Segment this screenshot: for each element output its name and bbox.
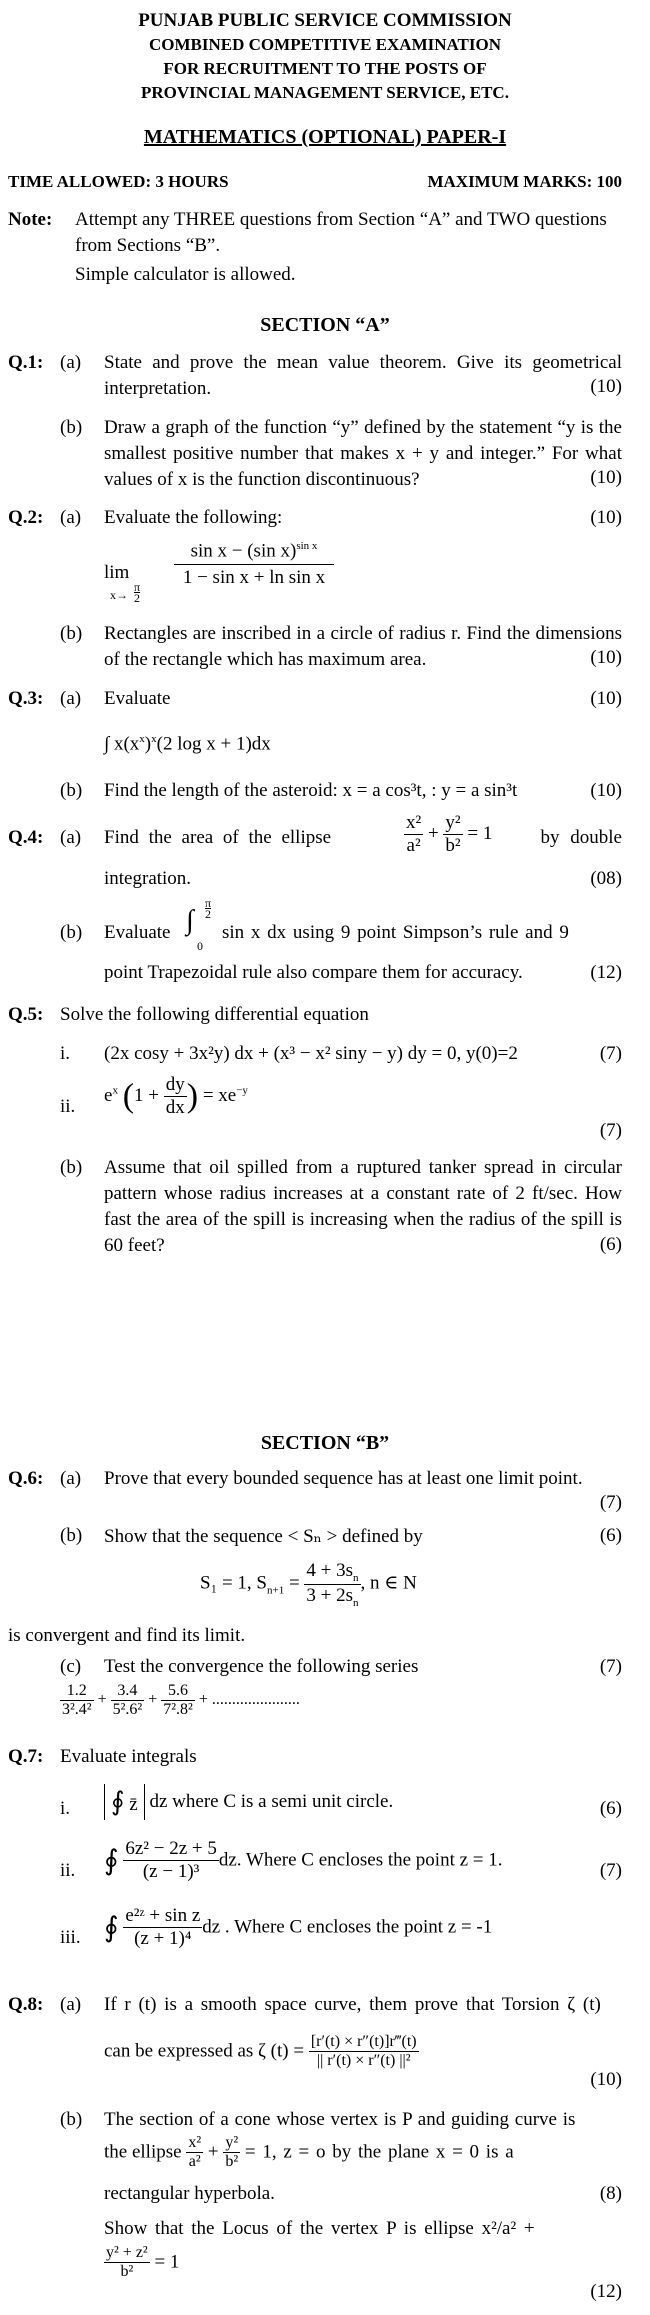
q6b-sub: n+1 (266, 1584, 285, 1597)
q3b-label: (b) (60, 780, 83, 801)
q6c-t3d: 7².8² (163, 1701, 193, 1718)
q7iii-fraction (123, 1905, 202, 1950)
q6c-term2 (111, 1682, 145, 1719)
note-label: Note: (8, 209, 53, 230)
q6c-t1n: 1.2 (60, 1682, 94, 1701)
q7i-marks: (6) (599, 1798, 622, 1819)
service-line: PROVINCIAL MANAGEMENT SERVICE, ETC. (141, 83, 509, 102)
exam-title: COMBINED COMPETITIVE EXAMINATION (149, 35, 501, 54)
q4a-b2: b² (445, 835, 461, 856)
q3a-text: Evaluate (104, 688, 171, 709)
q6b-eq: = (288, 1572, 300, 1594)
q4b-marks: (12) (590, 962, 622, 983)
lim-pi: π (134, 580, 141, 594)
q4b-lower-limit: 0 (197, 939, 203, 953)
q6b-tail: , n ∈ N (360, 1572, 417, 1594)
q6c-t1d: 3².4² (62, 1701, 92, 1718)
q5-number: Q.5: (8, 1004, 44, 1025)
recruitment-line: FOR RECRUITMENT TO THE POSTS OF (163, 59, 487, 78)
q7i-text: dz where C is a semi unit circle. (149, 1791, 394, 1812)
q6c-label: (c) (60, 1656, 82, 1677)
q7iii-den: (z + 1)⁴ (134, 1928, 192, 1949)
q6-convergent-text: is convergent and find its limit. (8, 1625, 246, 1646)
q7i-zbar: z̄ (129, 1794, 138, 1815)
q8b-plus: + (207, 2141, 219, 2163)
q4a-post: by double (540, 827, 622, 848)
q3a-integral (104, 733, 271, 755)
lim-numerator (174, 540, 334, 565)
lim-subscript (110, 588, 128, 603)
q1b-label: (b) (60, 417, 83, 438)
q1-number: Q.1: (8, 352, 44, 373)
q8b-line1: The section of a cone whose vertex is P and guiding curve is (104, 2109, 576, 2130)
lim-denominator: 1 − sin x + ln sin x (182, 567, 326, 589)
q2b-label: (b) (60, 623, 83, 644)
q8b-x2: x² (188, 2134, 202, 2151)
q8b-a2: a² (188, 2153, 201, 2170)
q8b-fnum: y² + z² (106, 2244, 148, 2261)
q5-intro: Solve the following differential equation (60, 1004, 369, 1025)
q4a-pre: Find the area of the ellipse (104, 827, 332, 848)
time-allowed: TIME ALLOWED: 3 HOURS (8, 172, 229, 191)
q5b-marks: (6) (599, 1234, 622, 1255)
q8a-den: || r′(t) × r″(t) ||² (316, 2052, 411, 2069)
q8a-num: [r′(t) × r″(t)]r‴(t) (310, 2033, 417, 2050)
q8b-marks2: (12) (590, 2281, 622, 2302)
q3b-text: Find the length of the asteroid: x = a cos³t, : y = a sin³t (104, 780, 518, 801)
q6b-num-sub: n (353, 1571, 359, 1584)
q5ii-one-plus: 1 + (134, 1084, 159, 1106)
q8b-show-text: Show that the Locus of the vertex P is ellipse x²/a² + (104, 2218, 535, 2239)
q5i-equation: (2x cosy + 3x²y) dx + (x³ − x² siny − y) dy = 0, y(0)=2 (104, 1043, 518, 1064)
paper-title (0, 126, 650, 149)
lim-fraction (174, 540, 334, 589)
q6c-plus2: + (148, 1691, 158, 1709)
q6b-den-sub: n (353, 1596, 359, 1609)
note-text: Attempt any THREE questions from Section “A” and TWO questions from Sections “B”. (75, 209, 607, 256)
q4b-line2: point Trapezoidal rule also compare them for accuracy. (104, 962, 523, 983)
q8b-ellipse-line (104, 2134, 514, 2171)
commission-title: PUNJAB PUBLIC SERVICE COMMISSION (138, 10, 512, 31)
q5ii-equation (104, 1074, 248, 1119)
q4a-label: (a) (60, 827, 82, 848)
maximum-marks: MAXIMUM MARKS: 100 (427, 172, 622, 191)
q8a-marks: (10) (590, 2069, 622, 2090)
q6c-plus1: + (97, 1691, 107, 1709)
q5b-text: Assume that oil spilled from a ruptured tanker spread in circular pattern whose radius increases at a constant rate of 2 ft/sec. How fast the area of the spill is increasing when the radius of the spill is 60 feet? (104, 1157, 622, 1256)
q4b-pre: Evaluate (104, 922, 171, 943)
lim-num-exp: sin x (296, 540, 318, 552)
q8b-label: (b) (60, 2109, 83, 2130)
q4a-eq: = 1 (467, 822, 493, 844)
q8b-b2: b² (225, 2153, 239, 2170)
q6b-lhs: S₁ = 1, S (200, 1572, 267, 1594)
q5ii-dy: dy (165, 1074, 185, 1095)
q3a-marks: (10) (590, 688, 622, 709)
q6b-num-text: 4 + 3s (306, 1560, 354, 1581)
lim-word: lim (104, 562, 130, 583)
q8a-line2-text: can be expressed as ζ (t) = (104, 2040, 305, 2062)
q7iii-num: e²ᶻ + sin z (125, 1905, 201, 1926)
q7ii-label: ii. (60, 1860, 76, 1881)
q3a-exp2: x (151, 733, 157, 745)
q5ii-e: e (104, 1084, 113, 1106)
q4a-line2: integration. (104, 868, 192, 889)
q7ii-marks: (7) (599, 1860, 622, 1881)
q6b-recurrence (200, 1560, 417, 1609)
q8b-feq: = 1 (154, 2251, 180, 2273)
q6a-label: (a) (60, 1468, 82, 1489)
q6-number: Q.6: (8, 1468, 44, 1489)
q8a-label: (a) (60, 1994, 82, 2015)
q3a-int-mid: ) (144, 733, 152, 755)
q7i-abs (104, 1784, 145, 1820)
q4a-a2: a² (406, 835, 421, 856)
q8a-text: If r (t) is a smooth space curve, them prove that Torsion ζ (t) (104, 1994, 601, 2015)
q6b-label: (b) (60, 1525, 83, 1546)
q8a-torsion-fraction (309, 2033, 419, 2070)
q1a-text: State and prove the mean value theorem. Give its geometrical interpretation. (104, 352, 622, 399)
q5i-label: i. (60, 1043, 71, 1064)
q3-number: Q.3: (8, 688, 44, 709)
lim-num-text: sin x − (sin x) (190, 540, 297, 562)
q5ii-marks: (7) (599, 1120, 622, 1141)
q7ii-fraction (123, 1838, 219, 1883)
q6c-t2d: 5².6² (112, 1701, 143, 1718)
q7i-oint: ∮ (111, 1787, 125, 1816)
q7ii-oint: ∮ (104, 1845, 119, 1877)
q5i-marks: (7) (599, 1043, 622, 1064)
q1b-text: Draw a graph of the function “y” defined by the statement “y is the smallest positive number that makes x + y and integer.” For what values of x is the function discontinuous? (104, 417, 622, 490)
q6b-text: Show that the sequence < Sₙ > defined by (104, 1526, 423, 1547)
lim-sub-arrow: x→ (110, 588, 128, 602)
q6b-fraction (304, 1560, 360, 1609)
q4a-plus: + (427, 822, 439, 844)
q2a-marks: (10) (590, 507, 622, 528)
q6c-t3n: 5.6 (161, 1682, 195, 1701)
q6c-dots: + ...................... (198, 1691, 300, 1709)
q5ii-rhs: = xe (202, 1084, 237, 1106)
section-a-heading: SECTION “A” (260, 314, 390, 336)
q6c-term3 (161, 1682, 195, 1719)
q3a-label: (a) (60, 688, 82, 709)
q8b-post: = 1, z = o by the plane x = 0 is a (244, 2141, 514, 2163)
q7i-expression (104, 1784, 393, 1826)
q5b-label: (b) (60, 1157, 83, 1178)
q8b-fden: b² (120, 2263, 134, 2280)
q4b-upper-two: 2 (205, 907, 212, 921)
q8a-line2 (104, 2033, 419, 2070)
q1a-label: (a) (60, 352, 82, 373)
q3b-marks: (10) (590, 780, 622, 801)
q2b-text: Rectangles are inscribed in a circle of radius r. Find the dimensions of the rectangle which has maximum area. (104, 623, 622, 670)
q8b-locus-frac (104, 2244, 150, 2281)
q4b-upper-pi: π (205, 896, 212, 910)
q2b-marks: (10) (590, 647, 622, 668)
q8b-y2: y² (225, 2134, 239, 2151)
q3a-int-rest: (2 log x + 1)dx (156, 733, 271, 755)
q6b-marks: (6) (599, 1525, 622, 1546)
q4a-y-frac (443, 812, 462, 857)
q5ii-label: ii. (60, 1096, 76, 1117)
q6c-term1 (60, 1682, 94, 1719)
q6b-num (304, 1560, 360, 1585)
q7iii-text: dz . Where C encloses the point z = -1 (202, 1916, 493, 1938)
q2a-label: (a) (60, 507, 82, 528)
q8-number: Q.8: (8, 1994, 44, 2015)
q7-intro: Evaluate integrals (60, 1746, 197, 1767)
q6c-text: Test the convergence the following series (104, 1656, 419, 1677)
q4b-label: (b) (60, 922, 83, 943)
lim-two: 2 (134, 591, 141, 605)
q2a-text: Evaluate the following: (104, 507, 283, 528)
q7iii-oint: ∮ (104, 1912, 119, 1944)
q6c-t2n: 3.4 (111, 1682, 145, 1701)
q5ii-dydx (164, 1074, 187, 1119)
q8b-marks: (8) (599, 2183, 622, 2204)
q7i-label: i. (60, 1798, 71, 1819)
q7iii-expression (104, 1905, 492, 1950)
q6b-den-text: 3 + 2s (306, 1584, 354, 1606)
q4a-marks: (08) (590, 868, 622, 889)
q5ii-dx: dx (165, 1097, 185, 1118)
q7ii-expression (104, 1838, 503, 1883)
q1a-marks: (10) (590, 376, 622, 397)
q8b-pre: the ellipse (104, 2141, 182, 2163)
q6c-marks: (7) (599, 1656, 622, 1677)
note-calculator: Simple calculator is allowed. (75, 264, 296, 285)
q5ii-rparen: ) (186, 1077, 199, 1115)
q4a-x2: x² (406, 812, 422, 833)
q5ii-e-exp: x (112, 1084, 118, 1097)
q4b-integral-sign: ∫ (186, 905, 194, 936)
q6a-text: Prove that every bounded sequence has at least one limit point. (104, 1468, 583, 1489)
q1b-marks: (10) (590, 467, 622, 488)
q6c-series (60, 1682, 300, 1719)
q2-number: Q.2: (8, 507, 44, 528)
q3a-int-start: ∫ x(x (104, 733, 140, 755)
q5ii-lparen: ( (122, 1077, 135, 1115)
q7-number: Q.7: (8, 1746, 44, 1767)
q7ii-den: (z − 1)³ (142, 1861, 200, 1882)
q8b-y-frac (223, 2134, 240, 2171)
q4b-integrand: sin x dx using 9 point Simpson’s rule and 9 (222, 922, 569, 943)
q3a-exp1: x (139, 733, 145, 745)
q6b-den (304, 1585, 360, 1609)
q8b-x-frac (186, 2134, 203, 2171)
q4a-ellipse-equation (404, 812, 492, 857)
q4b-upper-limit (205, 898, 211, 919)
q4a-x-frac (404, 812, 423, 857)
q8b-line3: rectangular hyperbola. (104, 2183, 275, 2204)
q4-number: Q.4: (8, 827, 44, 848)
q6a-marks: (7) (599, 1492, 622, 1513)
q4a-y2: y² (445, 812, 461, 833)
lim-pi-over-two (134, 582, 140, 603)
paper-title-text: MATHEMATICS (OPTIONAL) PAPER-I (143, 126, 507, 148)
q7ii-num: 6z² − 2z + 5 (125, 1838, 217, 1859)
q8b-locus-equation (104, 2244, 179, 2281)
q7iii-label: iii. (60, 1927, 81, 1948)
q7ii-text: dz. Where C encloses the point z = 1. (218, 1849, 503, 1871)
section-b-heading: SECTION “B” (260, 1432, 390, 1454)
q5ii-rhs-exp: −y (236, 1084, 248, 1097)
